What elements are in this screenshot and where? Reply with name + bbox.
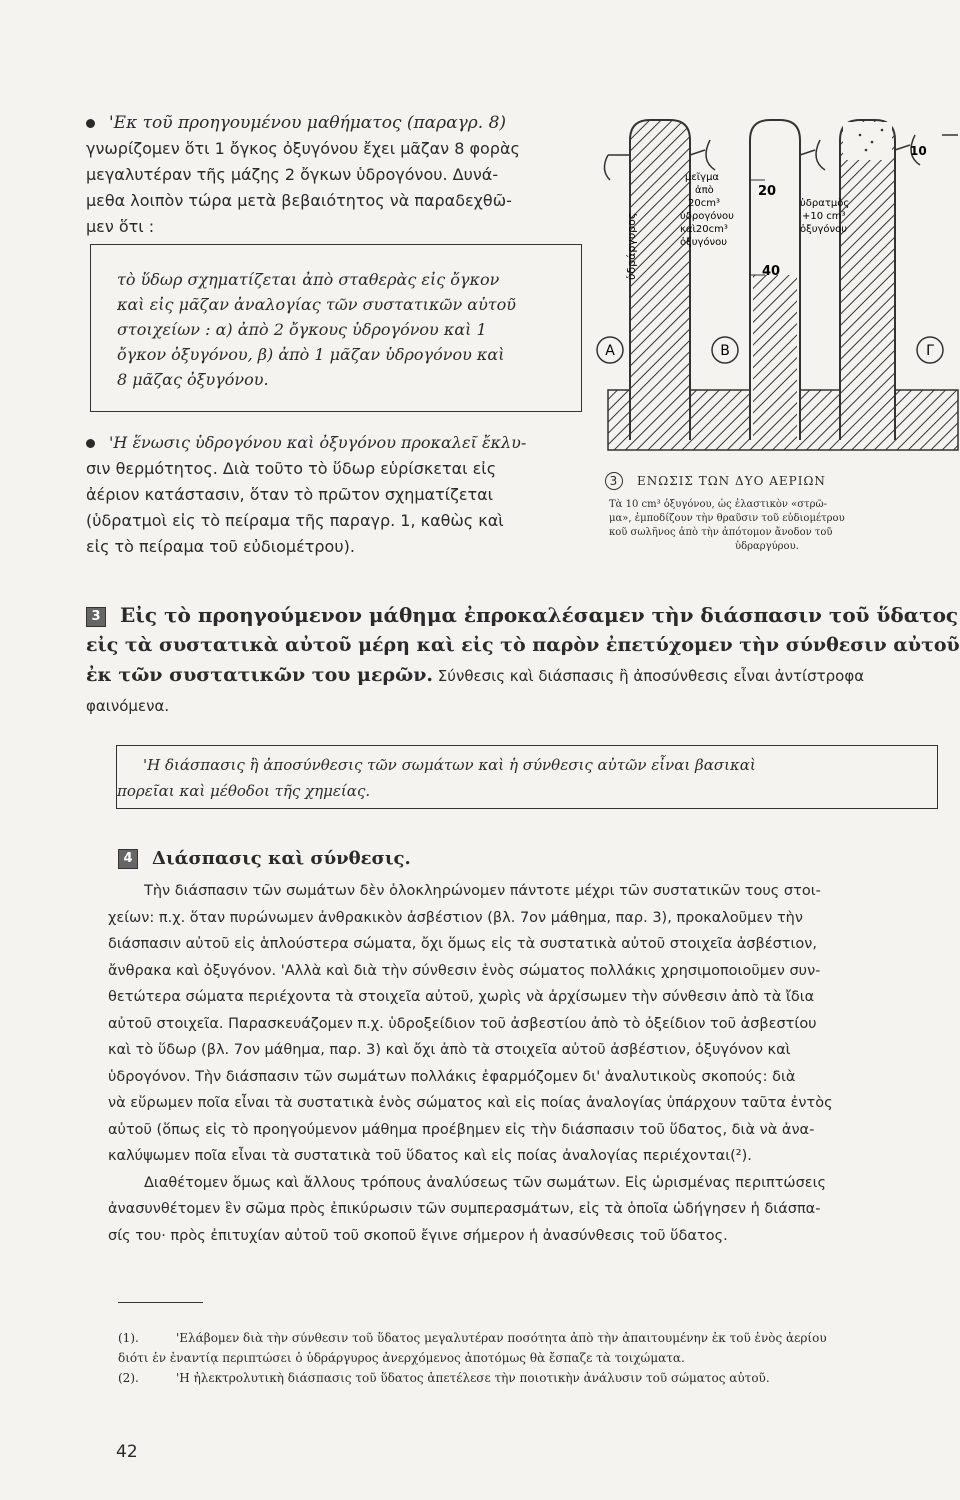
section-3: 3 Εἰς τὸ προηγούμενον μάθημα ἐπροκαλέσαμεν τὴν διάσπασιν τοῦ ὕδατος εἰς τὰ συστατικὰ αὐτοῦ μέρη καὶ εἰς τὸ παρὸν ἐπετύχομεν τὴν σύνθεσιν αὐτοῦ ἐκ τῶν συστατικῶν του μερῶν. Σύνθεσις καὶ διάσπασις ἢ ἀποσύνθεσις εἶναι ἀντίστροφα φαινόμενα. [86, 603, 960, 715]
section-marker: 3 [86, 607, 106, 627]
tube-c [840, 120, 895, 440]
figure-number: 3 [605, 472, 623, 490]
svg-text:καὶ20cm³: καὶ20cm³ [680, 224, 728, 235]
eudiometer-figure [590, 100, 960, 470]
heat-paragraph: 'Η ἕνωσις ὑδρογόνου καὶ ὀξυγόνου προκαλεῖ ἔκλυ- σιν θερμότητος. Διὰ τοῦτο τὸ ὕδωρ εὑρίσκεται εἰς ἀέριον κατάστασιν, ὅταν τὸ πρῶτον σχηματίζεται (ὑδρατμοὶ εἰς τὸ πείραμα τῆς παραγρ. 1, καθὼς καὶ εἰς τὸ πείραμα τοῦ εὐδιομέτρου). [86, 433, 527, 556]
tube-a [630, 120, 690, 440]
svg-text:+10 cm³: +10 cm³ [802, 211, 846, 222]
label-a: A [605, 343, 615, 359]
footnote-divider [118, 1302, 203, 1303]
svg-text:20: 20 [758, 184, 777, 199]
label-b: B [720, 343, 730, 359]
svg-text:20cm³: 20cm³ [688, 198, 720, 209]
svg-text:ὑδρογόνου: ὑδρογόνου [680, 211, 734, 222]
right-label-1: ὑδρατμὸς [800, 198, 850, 209]
tube-b [750, 120, 800, 440]
figure-title: ΕΝΩΣΙΣ ΤΩΝ ΔΥΟ ΑΕΡΙΩΝ [637, 474, 826, 488]
svg-text:40: 40 [762, 264, 781, 279]
svg-text:ὀξυγόνου: ὀξυγόνου [800, 224, 848, 235]
intro-paragraph: 'Εκ τοῦ προηγουμένου μαθήματος (παραγρ. 8) γνωρίζομεν ὅτι 1 ὄγκος ὀξυγόνου ἔχει μᾶζαν 8 φορὰς μεγαλυτέραν τῆς μάζης 2 ὄγκων ὑδρογόνου. Δυνά- μεθα λοιπὸν τώρα μετὰ βεβαιότητος νὰ παραδεχθῶ- μεν ὅτι : [86, 113, 520, 236]
mercury-label: ὑδράργυρος [625, 212, 638, 280]
label-c: Γ [926, 343, 934, 359]
summary-box: 'Η διάσπασις ἢ ἀποσύνθεσις τῶν σωμάτων καὶ ἡ σύνθεσις αὐτῶν εἶναι βασικαὶ πορεῖαι καὶ μέθοδοι τῆς χημείας. [116, 745, 938, 809]
definition-box: τὸ ὕδωρ σχηματίζεται ἀπὸ σταθερὰς εἰς ὄγκον καὶ εἰς μᾶζαν ἀναλογίας τῶν συστατικῶν αὐτοῦ στοιχείων : α) ἀπὸ 2 ὄγκους ὑδρογόνου καὶ 1 ὄγκον ὀξυγόνου, β) ἀπὸ 1 μᾶζαν ὑδρογόνου καὶ 8 μᾶζας ὀξυγόνου. [90, 244, 582, 412]
section-4-heading: 4 Διάσπασις καὶ σύνθεσις. [118, 848, 411, 869]
section-4-body: Τὴν διάσπασιν τῶν σωμάτων δὲν ὁλοκληρώνομεν πάντοτε μέχρι τῶν συστατικῶν τους στοι- χείων: π.χ. ὅταν πυρώνωμεν ἀνθρακικὸν ἀσβέστιον (βλ. 7ον μάθημα, παρ. 3), προκαλοῦμεν τὴν διάσπασιν αὐτοῦ εἰς ἁπλούστερα σώματα, ὄχι ὅμως εἰς τὰ συστατικὰ αὐτοῦ στοιχεῖα ἀσβέστιον, ἄνθρακα καὶ ὀξυγόνον. 'Αλλὰ καὶ διὰ τὴν σύνθεσιν ἑνὸς σώματος πολλάκις χρησιμοποιοῦμεν συν- θετώτερα σώματα περιέχοντα τὰ στοιχεῖα αὐτοῦ, χωρὶς νὰ ἀρχίσωμεν τὴν σύνθεσιν ἀπὸ τὰ ἴδια αὐτοῦ στοιχεῖα. Παρασκευάζομεν π.χ. ὑδροξείδιον τοῦ ἀσβεστίου ἀπὸ τὸ ὀξείδιον τοῦ ἀσβεστίου καὶ τὸ ὕδωρ (βλ. 7ον μάθημα, παρ. 3) καὶ ὄχι ἀπὸ τὰ στοιχεῖα αὐτοῦ ἀσβέστιον, ὀξυγόνον καὶ ὑδρογόνον. Τὴν διάσπασιν τῶν σωμάτων πολλάκις ἐφαρμόζομεν δι' ἀναλυτικοὺς σκοπούς: διὰ νὰ εὕρωμεν ποῖα εἶναι τὰ συστατικὰ ἑνὸς σώματος καὶ εἰς ποίας ἀναλογίας ὑπάρχουν ταῦτα ἐντὸς αὐτοῦ (ὅπως εἰς τὸ προηγούμενον μάθημα προέβημεν εἰς τὴν διάσπασιν τοῦ ὕδατος, διὰ νὰ ἀνα- καλύψωμεν ποῖα εἶναι τὰ συστατικὰ τοῦ ὕδατος καὶ εἰς ποίας ἀναλογίας περιέχονται(²). Διαθέτομεν ὅμως καὶ ἄλλους τρόπους ἀναλύσεως τῶν σωμάτων. Εἰς ὡρισμένας περιπτώσεις ἀνασυνθέτομεν ἓν σῶμα πρὸς ἐπικύρωσιν τῶν συμπερασμάτων, εἰς τὰ ὁποῖα ὡδήγησεν ἡ διάσπα- σίς του· πρὸς ἐπιτυχίαν αὐτοῦ τοῦ σκοποῦ ἔγινε σήμερον ἡ ἀνασύνθεσις τοῦ ὕδατος. [108, 883, 833, 1244]
mix-label-1: μεῖγμα [685, 172, 720, 183]
bullet-icon [86, 439, 95, 448]
footnote-1-cont: διότι ἐν ἐναντίᾳ περιπτώσει ὁ ὑδράργυρος ἀνερχόμενος ἀποτόμως θὰ ἔσπαζε τὰ τοιχώματα. [118, 1351, 685, 1365]
section-marker: 4 [118, 849, 138, 869]
svg-text:10: 10 [910, 144, 927, 158]
figure-caption: 3 ΕΝΩΣΙΣ ΤΩΝ ΔΥΟ ΑΕΡΙΩΝ Τὰ 10 cm³ ὀξυγόνου, ὡς ἐλαστικὸν «στρῶ- μα», ἐμποδίζουν τὴν θραῦσιν τοῦ εὐδιομέτρου κοῦ σωλῆνος ἀπὸ τὴν ἀπότομον ἄνοδον τοῦ ὑδραργύρου. [605, 472, 955, 554]
bullet-icon [86, 119, 95, 128]
footnote-1: (1). 'Ελάβομεν διὰ τὴν σύνθεσιν τοῦ ὕδατος μεγαλυτέραν ποσότητα ἀπὸ τὴν ἀπαιτουμένην ἐκ τοῦ ἑνὸς ἀερίου [118, 1331, 827, 1345]
page-number: 42 [116, 1442, 138, 1462]
footnote-2: (2). 'Η ἠλεκτρολυτικὴ διάσπασις τοῦ ὕδατος ἀπετέλεσε τὴν ποιοτικὴν ἀνάλυσιν τοῦ σώματος αὐτοῦ. [118, 1371, 770, 1385]
svg-text:ἀπὸ: ἀπὸ [695, 185, 714, 196]
svg-text:ὀξυγόνου: ὀξυγόνου [680, 237, 728, 248]
